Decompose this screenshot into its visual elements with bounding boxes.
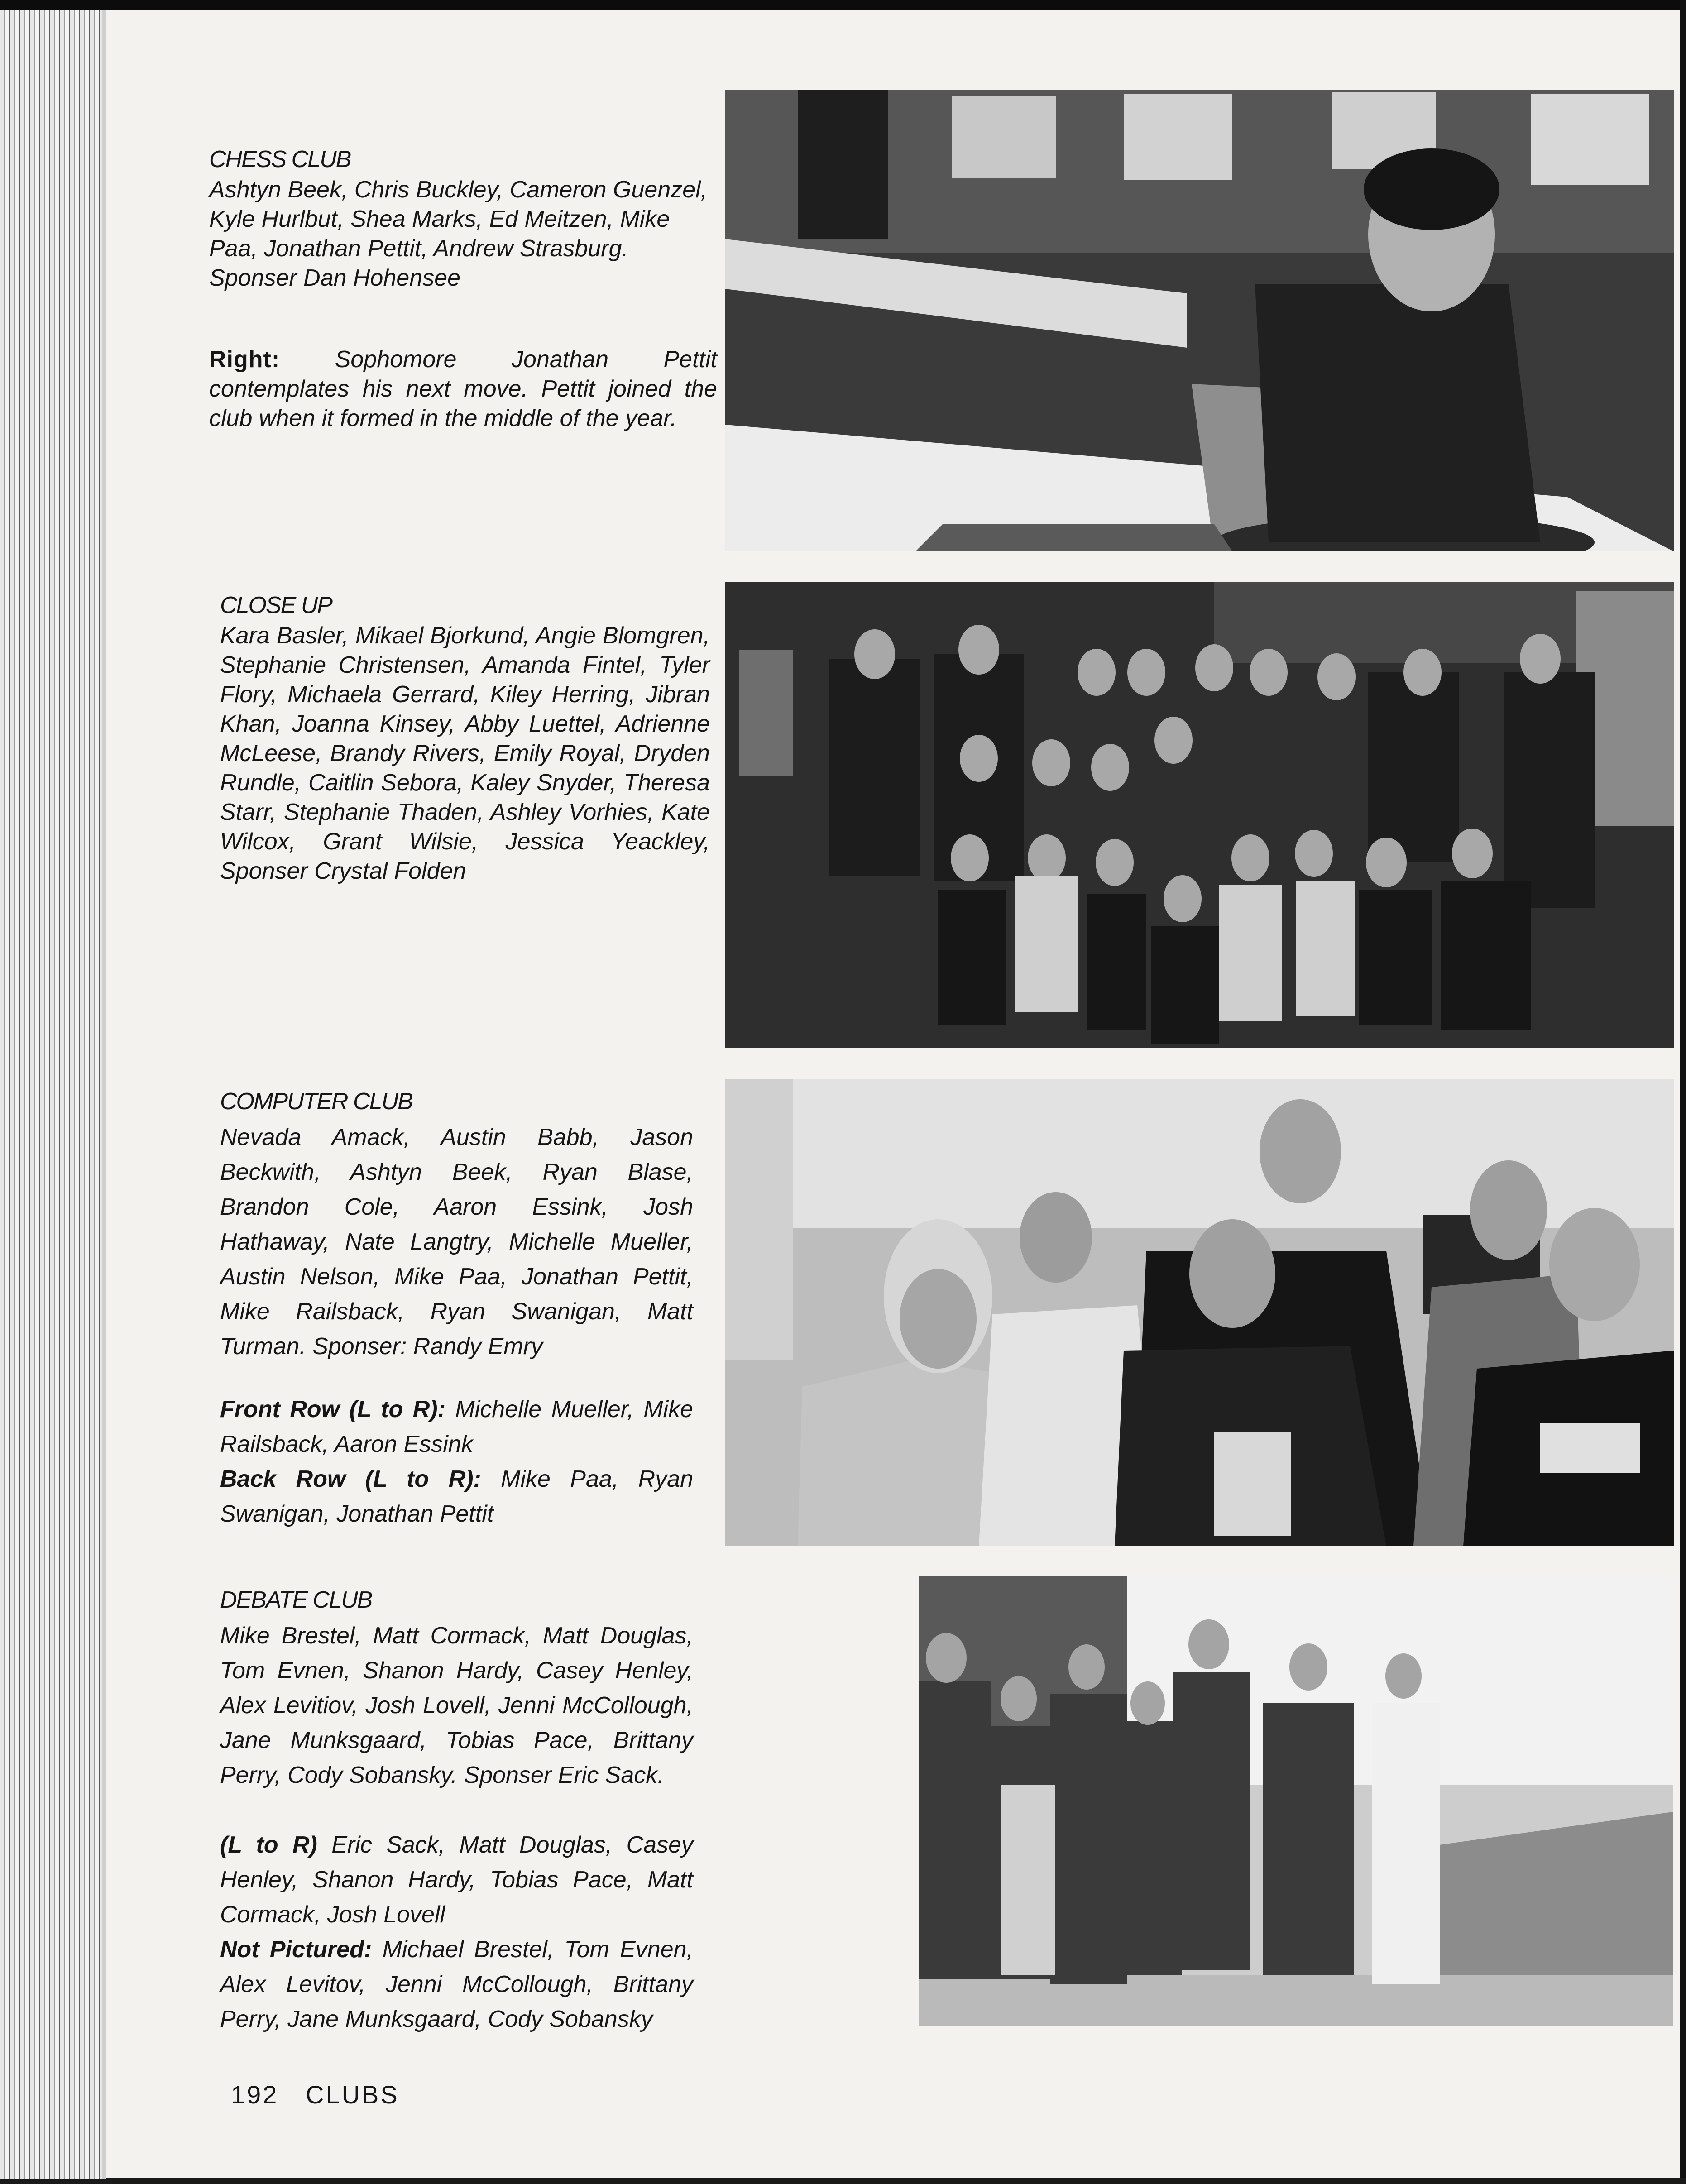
top-border xyxy=(0,0,1686,10)
debate-caption-names: Eric Sack, Matt Douglas, Casey Henley, Shanon Hardy, Tobias Pace, Matt Cormack, Josh Lovell xyxy=(220,1832,694,1928)
close-up-photo xyxy=(725,582,1674,1048)
chess-club-text xyxy=(209,145,717,433)
debate-club-text xyxy=(220,1583,693,2037)
chess-club-caption xyxy=(209,345,717,433)
close-up-text xyxy=(220,591,710,886)
page-number: 192 xyxy=(231,2080,279,2109)
computer-club-text xyxy=(220,1084,693,1532)
page-footer xyxy=(231,2080,399,2109)
debate-not-pictured-names: Michael Brestel, Tom Evnen, Alex Levitov, Jenni McCollough, Brittany Perry, Jane Munksgaard, Cody Sobansky xyxy=(220,1936,693,2032)
close-up-title: CLOSE UP xyxy=(220,592,332,618)
computer-front-row-lead: Front Row (L to R): xyxy=(220,1396,445,1422)
computer-back-row-names: Mike Paa, Ryan Swanigan, Jonathan Pettit xyxy=(220,1466,693,1527)
section-name: CLUBS xyxy=(306,2080,399,2109)
book-spine-edge xyxy=(102,10,106,2179)
chess-club-photo xyxy=(725,90,1674,551)
debate-caption xyxy=(220,1828,693,1932)
debate-club-photo xyxy=(919,1576,1673,2026)
computer-back-row-lead: Back Row (L to R): xyxy=(220,1466,481,1492)
close-up-members: Kara Basler, Mikael Bjorkund, Angie Blomgren, Stephanie Christensen, Amanda Fintel, Tyler Flory, Michaela Gerrard, Kiley Herring, Jibran Khan, Joanna Kinsey, Abby Luettel, Adrienne McLeese, Brandy Rivers, Emily Royal, Dryden Rundle, Caitlin Sebora, Kaley Snyder, Theresa Starr, Stephanie Thaden, Ashley Vorhies, Kate Wilcox, Grant Wilsie, Jessica Yeackley, Sponser Crystal Folden xyxy=(220,623,710,884)
debate-club-members: Mike Brestel, Matt Cormack, Matt Douglas, Tom Evnen, Shanon Hardy, Casey Henley, Alex Levitiov, Josh Lovell, Jenni McCollough, Jane Munksgaard, Tobias Pace, Brittany Perry, Cody Sobansky. Sponser Eric Sack. xyxy=(220,1623,693,1788)
debate-not-pictured-lead: Not Pictured: xyxy=(220,1936,372,1963)
computer-front-row xyxy=(220,1392,693,1462)
debate-club-title: DEBATE CLUB xyxy=(220,1587,372,1613)
computer-club-title: COMPUTER CLUB xyxy=(220,1088,412,1115)
chess-club-title: CHESS CLUB xyxy=(209,146,351,172)
computer-front-row-names: Michelle Mueller, Mike Railsback, Aaron Essink xyxy=(220,1396,693,1457)
right-border xyxy=(1680,0,1686,2184)
bottom-border xyxy=(0,2178,1686,2184)
chess-caption-text: Sophomore Jonathan Pettit contemplates his next move. Pettit joined the club when it formed in the middle of the year. xyxy=(209,346,717,431)
computer-back-row xyxy=(220,1462,693,1532)
chess-club-members: Ashtyn Beek, Chris Buckley, Cameron Guenzel, Kyle Hurlbut, Shea Marks, Ed Meitzen, Mike Paa, Jonathan Pettit, Andrew Strasburg. Sponser Dan Hohensee xyxy=(209,177,708,291)
chess-caption-lead: Right: xyxy=(209,346,280,373)
debate-not-pictured xyxy=(220,1932,693,2037)
book-spine-pages xyxy=(0,10,106,2179)
debate-caption-lead: (L to R) xyxy=(220,1832,317,1858)
computer-club-members: Nevada Amack, Austin Babb, Jason Beckwith, Ashtyn Beek, Ryan Blase, Brandon Cole, Aaron Essink, Josh Hathaway, Nate Langtry, Michelle Mueller, Austin Nelson, Mike Paa, Jonathan Pettit, Mike Railsback, Ryan Swanigan, Matt Turman. Sponser: Randy Emry xyxy=(220,1124,693,1360)
computer-club-photo xyxy=(725,1079,1674,1546)
